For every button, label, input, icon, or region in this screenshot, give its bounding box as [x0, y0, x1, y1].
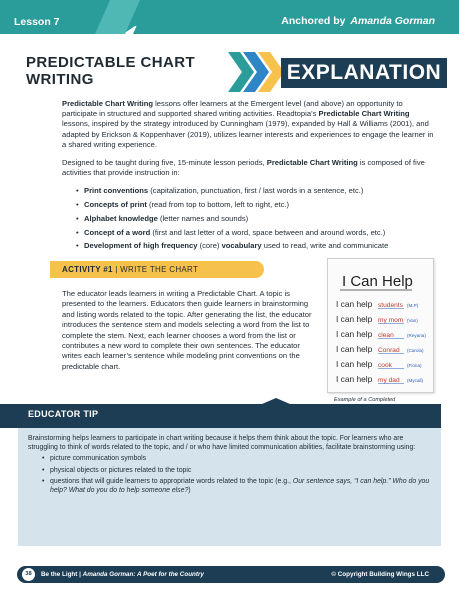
instruction-list-item	[76, 241, 436, 251]
instruction-term: Alphabet knowledge	[84, 213, 158, 223]
footer-series	[41, 571, 204, 578]
intro-section	[62, 99, 436, 255]
instruction-term: Concepts of print	[84, 200, 147, 210]
chart-word: Conrad	[378, 347, 400, 354]
chart-word: my dad	[378, 377, 400, 384]
page-number: 38	[22, 568, 35, 581]
chart-sentence-stem: I can help	[336, 359, 373, 369]
instruction-detail: (read from top to bottom, left to right, etc.)	[146, 200, 290, 210]
educator-tip-title: EDUCATOR TIP	[28, 409, 99, 419]
educator-tip-body	[28, 434, 433, 497]
instruction-list-item	[76, 214, 436, 224]
tip-list-item: • physical objects or pictures related to the topic	[42, 466, 433, 475]
chart-learner-name: (Reyana)	[407, 333, 426, 338]
anchored-prefix: Anchored by	[281, 15, 346, 27]
chart-learner-name: (Mycall)	[407, 378, 424, 383]
tip-list-item	[42, 477, 433, 495]
chart-caption-line1: Example of a Completed	[334, 397, 396, 403]
chart-photo-drawing	[328, 259, 435, 394]
activity-label-pill	[50, 261, 264, 278]
lesson-label: Lesson 7	[14, 16, 60, 28]
intro-p2-run: Designed to be taught during five, 15-minute lesson periods,	[62, 158, 267, 168]
instruction-term: Development of high frequency	[84, 241, 198, 251]
activity-separator: |	[112, 265, 121, 274]
footer-sep: |	[77, 571, 83, 578]
chart-learner-name: (M.P)	[407, 303, 419, 308]
anchored-author: Amanda Gorman	[350, 15, 435, 27]
tip-list-item: • picture communication symbols	[42, 454, 433, 463]
chart-sentence-stem: I can help	[336, 299, 373, 309]
page-title-line1: PREDICTABLE CHART	[26, 54, 196, 71]
chart-learner-name: (Van)	[407, 318, 418, 323]
activity-number: ACTIVITY #1	[62, 265, 113, 274]
instruction-list-item	[76, 186, 436, 196]
instruction-detail: (letter names and sounds)	[157, 213, 249, 223]
footer-copyright: © Copyright Building Wings LLC	[331, 571, 429, 578]
instruction-term: Print conventions	[84, 186, 149, 196]
instruction-list-item	[76, 200, 436, 210]
tip-last-text: questions that will guide learners to appropriate words related to the topic (e.g.,	[50, 477, 293, 485]
chart-word: my mom	[378, 317, 404, 324]
chart-learner-name: (Carola)	[407, 348, 424, 353]
intro-p2-run: Predictable Chart Writing	[266, 158, 358, 168]
chart-sentence-stem: I can help	[336, 374, 373, 384]
footer-series-name: Be the Light	[41, 571, 78, 578]
intro-p1-run: Predictable Chart Writing	[62, 99, 153, 108]
predictable-chart-photo	[327, 258, 434, 393]
tip-intro: Brainstorming helps learners to participate in chart writing because it helps them think about the topic. For learners who are struggling to think of words related to the topic, and / or who have limited communication abilities, facilitate brainstorming using:	[28, 435, 416, 452]
intro-p1-run: Predictable Chart Writing	[318, 109, 410, 119]
instruction-detail: (first and last letter of a word, space between and around words, etc.)	[150, 227, 386, 237]
instruction-detail: (core)	[197, 241, 222, 251]
tip-example: Our sentence says, “I can help.” Who do you help? What do you do to help someone else?	[50, 477, 430, 495]
instruction-list	[62, 186, 436, 251]
chart-word: cook	[378, 362, 392, 369]
tip-list	[28, 454, 433, 495]
instruction-detail: (capitalization, punctuation, first / last words in a sentence, etc.)	[148, 186, 364, 196]
chevron-arrows-icon	[228, 52, 284, 92]
chart-word: students	[378, 302, 403, 309]
activity-name: WRITE THE CHART	[120, 265, 199, 274]
explanation-badge: EXPLANATION	[281, 58, 447, 88]
chart-word: clean	[378, 332, 394, 339]
chart-sentence-stem: I can help	[336, 344, 373, 354]
footer-book-title: Amanda Gorman: A Poet for the Country	[82, 571, 204, 578]
intro-paragraph-2	[62, 158, 436, 178]
chart-learner-name: (Fiona)	[407, 363, 422, 368]
tip-close: )	[188, 487, 191, 495]
intro-p1-run: lessons, inspired by the strategy introduced by Cunningham (1979), expanded by Hall & Williams (2001), and adapted by Erickson & Koppenhaver (2019), utilizes learner interests and experiences to engage the learner in a shared writing experience.	[62, 119, 434, 149]
intro-p1-run: lessons offer learners at the Emergent level (and above) an opportunity to participate in structured and supported shared writing activities. Readtopia’s	[62, 99, 403, 119]
instruction-detail: used to read, write and communicate	[261, 241, 389, 251]
instruction-term: vocabulary	[221, 241, 262, 251]
activity-description: The educator leads learners in writing a Predictable Chart. A topic is presented to the learners. Educators then guide learners in brainstorming and listing words related to the topic. After generating the list, the educator introduces the sentence stem and models selecting a word from the list to complete the stem. Next, each learner chooses a word from the list or contributes a new word to complete their own sentences. The educator writes each learner’s sentence while modeling print conventions on the predictable chart.	[62, 289, 312, 371]
instruction-term: Concept of a word	[84, 227, 151, 237]
intro-p2-run: is composed of five activities that provide instruction in:	[62, 158, 425, 178]
intro-paragraph-1	[62, 99, 436, 150]
chart-sentence-stem: I can help	[336, 329, 373, 339]
instruction-list-item	[76, 228, 436, 238]
anchored-by-label	[281, 15, 435, 27]
page-title	[26, 54, 226, 88]
page-title-line2: WRITING	[26, 71, 94, 88]
chart-sentence-stem: I can help	[336, 314, 373, 324]
chart-heading: I Can Help	[342, 273, 413, 290]
